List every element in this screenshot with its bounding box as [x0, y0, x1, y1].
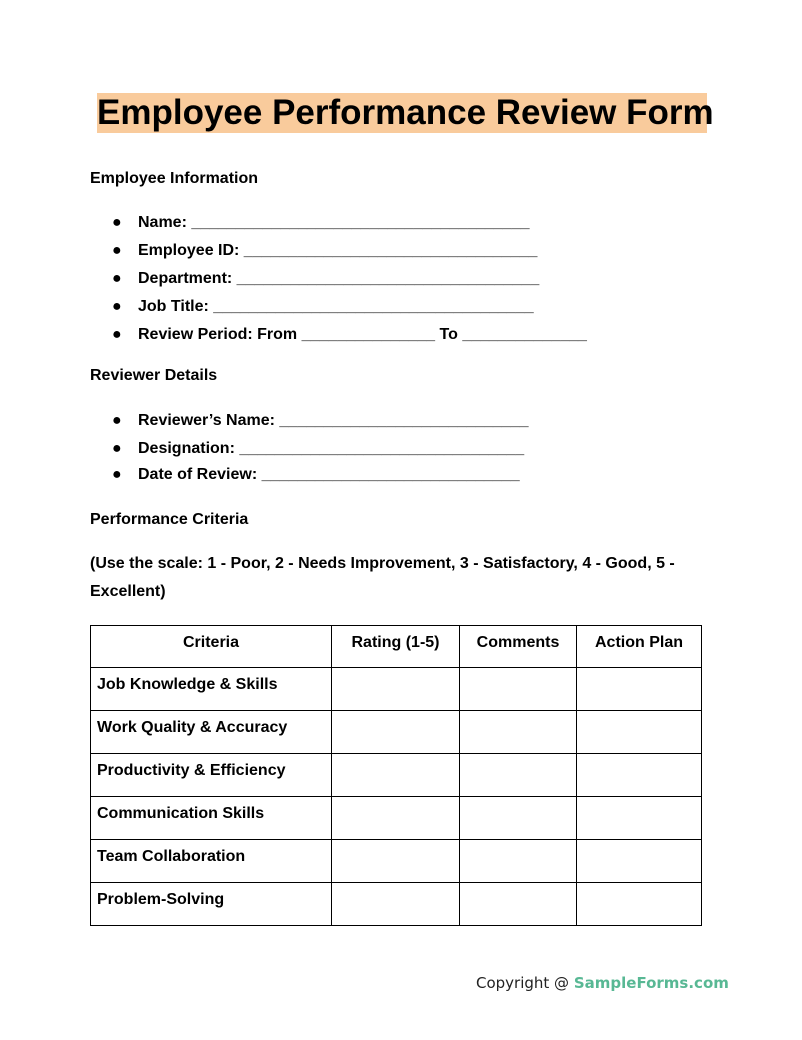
employee-information-heading: Employee Information [90, 170, 259, 187]
sampleforms-link[interactable]: SampleForms.com [573, 974, 729, 992]
action-plan-column-header: Action Plan [577, 626, 702, 668]
bullet-icon: ● [112, 440, 122, 457]
rating-cell[interactable] [332, 797, 460, 840]
copyright-text: Copyright @ [476, 974, 574, 992]
action-plan-cell[interactable] [577, 840, 702, 883]
criteria-cell: Productivity & Efficiency [91, 754, 332, 797]
rating-scale-note: (Use the scale: 1 - Poor, 2 - Needs Improvement, 3 - Satisfactory, 4 - Good, 5 - Excellent) [90, 555, 675, 600]
table-row [91, 797, 702, 840]
rating-cell[interactable] [332, 754, 460, 797]
designation-field-label: Designation: ________________________________ [138, 440, 525, 457]
criteria-cell: Work Quality & Accuracy [91, 711, 332, 754]
criteria-cell: Team Collaboration [91, 840, 332, 883]
rating-cell[interactable] [332, 883, 460, 926]
name-field-label: Name: ______________________________________ [138, 214, 530, 231]
list-item [112, 411, 529, 439]
table-row [91, 883, 702, 926]
list-item [112, 439, 529, 465]
table-row [91, 754, 702, 797]
bullet-icon: ● [112, 214, 122, 231]
comments-cell[interactable] [460, 668, 577, 711]
comments-column-header: Comments [460, 626, 577, 668]
comments-cell[interactable] [460, 711, 577, 754]
bullet-icon: ● [112, 326, 122, 343]
comments-cell[interactable] [460, 840, 577, 883]
employee-information-list [112, 213, 587, 353]
list-item [112, 297, 587, 325]
criteria-cell: Problem-Solving [91, 883, 332, 926]
reviewer-details-heading: Reviewer Details [90, 367, 218, 384]
performance-criteria-table [90, 625, 702, 926]
bullet-icon: ● [112, 298, 122, 315]
action-plan-cell[interactable] [577, 668, 702, 711]
list-item [112, 213, 587, 241]
action-plan-cell[interactable] [577, 797, 702, 840]
table-row [91, 668, 702, 711]
table-row [91, 840, 702, 883]
rating-cell[interactable] [332, 840, 460, 883]
action-plan-cell[interactable] [577, 754, 702, 797]
rating-column-header: Rating (1-5) [332, 626, 460, 668]
comments-cell[interactable] [460, 797, 577, 840]
performance-criteria-heading: Performance Criteria [90, 511, 249, 528]
bullet-icon: ● [112, 270, 122, 287]
date-of-review-field-label: Date of Review: _____________________________ [138, 466, 520, 483]
bullet-icon: ● [112, 242, 122, 259]
page-title: Employee Performance Review Form [97, 93, 714, 132]
department-field-label: Department: __________________________________ [138, 270, 540, 287]
copyright-footer [476, 974, 729, 992]
reviewer-name-field-label: Reviewer’s Name: ____________________________ [138, 412, 529, 429]
action-plan-cell[interactable] [577, 711, 702, 754]
criteria-cell: Job Knowledge & Skills [91, 668, 332, 711]
list-item [112, 325, 587, 353]
table-header-row [91, 626, 702, 668]
review-period-field-label: Review Period: From _______________ To ______________ [138, 326, 587, 343]
table-row [91, 711, 702, 754]
bullet-icon: ● [112, 466, 122, 483]
employee-id-field-label: Employee ID: _________________________________ [138, 242, 538, 259]
comments-cell[interactable] [460, 883, 577, 926]
list-item [112, 241, 587, 269]
criteria-cell: Communication Skills [91, 797, 332, 840]
list-item [112, 465, 529, 493]
criteria-column-header: Criteria [91, 626, 332, 668]
action-plan-cell[interactable] [577, 883, 702, 926]
rating-cell[interactable] [332, 711, 460, 754]
reviewer-details-list [112, 411, 529, 493]
comments-cell[interactable] [460, 754, 577, 797]
rating-cell[interactable] [332, 668, 460, 711]
bullet-icon: ● [112, 412, 122, 429]
job-title-field-label: Job Title: ____________________________________ [138, 298, 534, 315]
list-item [112, 269, 587, 297]
